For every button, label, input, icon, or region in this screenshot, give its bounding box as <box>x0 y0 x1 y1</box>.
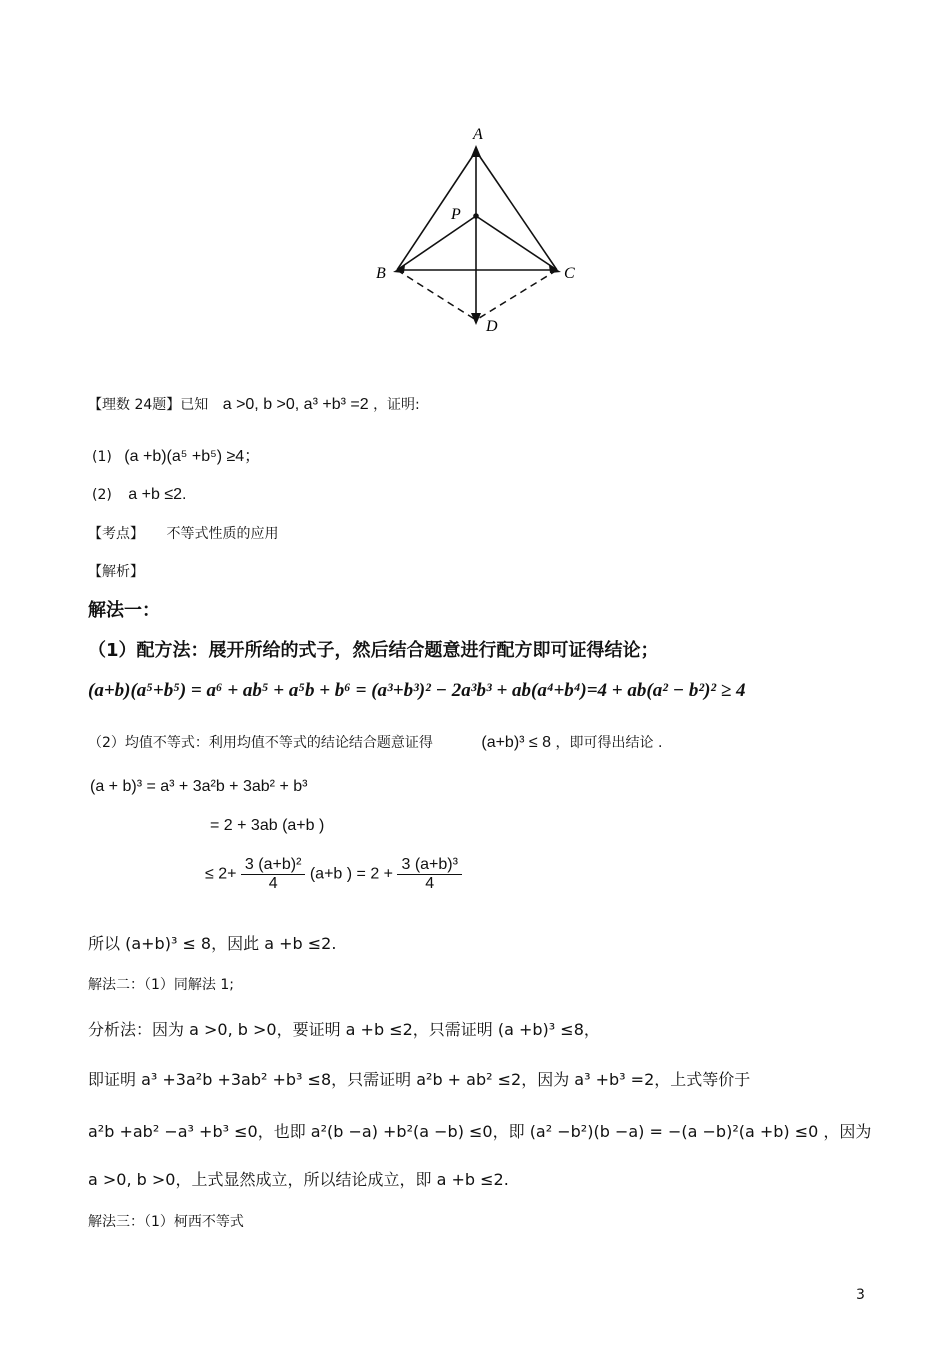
arrowhead-D <box>471 313 481 325</box>
line3-mid: (a+b ) = 2 + <box>309 865 394 883</box>
fraction-2-numerator: 3 (a+b)³ <box>397 856 461 875</box>
edge-AC <box>476 151 557 270</box>
part2-label: (2) <box>92 487 112 503</box>
method2-line4: a >0, b >0，上式显然成立，所以结论成立，即 a +b ≤2. <box>88 1170 509 1189</box>
method2-line3: a²b +ab² −a³ +b³ ≤0，也即 a²(b −a) +b²(a −b) ≤0，即 (a² −b²)(b −a) = −(a −b)²(a +b) ≤0 ，因为 <box>88 1122 872 1141</box>
page-number: 3 <box>856 1287 865 1303</box>
kaodian-label: 【考点】 <box>88 526 144 542</box>
part1-line <box>92 443 260 466</box>
problem-line <box>88 394 420 414</box>
edge-AB <box>397 151 476 270</box>
fraction-2 <box>397 856 461 893</box>
edge-BD-dashed <box>397 270 476 320</box>
fraction-2-denominator: 4 <box>425 875 435 892</box>
label-A: A <box>473 126 483 143</box>
method1-title: 解法一： <box>88 600 160 621</box>
label-C: C <box>564 265 575 282</box>
method1-step1-formula: (a+b)(a⁵+b⁵) = a⁶ + ab⁵ + a⁵b + b⁶ = (a³+b³)² − 2a³b³ + ab(a⁴+b⁴)=4 + ab(a² − b²)² ≥ 4 <box>88 680 746 701</box>
jiexi-label: 【解析】 <box>88 564 144 580</box>
method1-step1: （1）配方法：展开所给的式子，然后结合题意进行配方即可证得结论； <box>88 640 659 661</box>
edge-CD-dashed <box>476 270 557 320</box>
kaodian-text: 不等式性质的应用 <box>166 526 279 542</box>
method1-conclusion: 所以 (a+b)³ ≤ 8，因此 a +b ≤2. <box>88 934 337 953</box>
label-B: B <box>376 265 386 282</box>
problem-header: 【理数 24题】已知 <box>88 397 209 413</box>
edge-PC <box>476 216 557 270</box>
problem-condition: a >0, b >0, a³ +b³ =2 <box>222 396 369 413</box>
point-P <box>473 213 479 219</box>
method1-step2-suffix: ，即可得出结论 . <box>555 735 663 751</box>
method1-step2-line <box>88 732 662 752</box>
method1-derivation-line3 <box>205 856 462 893</box>
line3-left: ≤ 2+ <box>205 865 237 883</box>
part1-label: (1) <box>92 449 112 465</box>
arrowhead-A <box>471 145 481 157</box>
method2-line1: 分析法：因为 a >0, b >0，要证明 a +b ≤2，只需证明 (a +b)³ ≤8， <box>88 1020 600 1039</box>
label-P: P <box>451 206 461 223</box>
problem-suffix: ，证明: <box>373 397 420 413</box>
label-D: D <box>486 318 498 335</box>
edge-PB <box>397 216 476 270</box>
method1-derivation-line1: (a + b)³ = a³ + 3a²b + 3ab² + b³ <box>90 778 308 795</box>
method1-derivation-line2: = 2 + 3ab (a+b ) <box>210 817 325 834</box>
part1-expr: (a +b)(a⁵ +b⁵) ≥4； <box>124 448 261 465</box>
method1-step2-text: （2）均值不等式：利用均值不等式的结论结合题意证得 <box>88 735 433 751</box>
method2-line2: 即证明 a³ +3a²b +3ab² +b³ ≤8，只需证明 a²b + ab² ≤2，因为 a³ +b³ =2，上式等价于 <box>88 1070 751 1089</box>
fraction-1-numerator: 3 (a+b)² <box>241 856 305 875</box>
fraction-1 <box>241 856 305 893</box>
method1-step2-expr: (a+b)³ ≤ 8 <box>481 734 552 751</box>
geometry-figure <box>360 115 600 340</box>
fraction-1-denominator: 4 <box>268 875 278 892</box>
method2-title: 解法二：（1）同解法 1; <box>88 977 234 993</box>
kaodian-line <box>88 523 278 543</box>
part2-expr: a +b ≤2. <box>128 486 187 503</box>
part2-line <box>92 486 186 504</box>
method3-title: 解法三：（1）柯西不等式 <box>88 1214 244 1230</box>
